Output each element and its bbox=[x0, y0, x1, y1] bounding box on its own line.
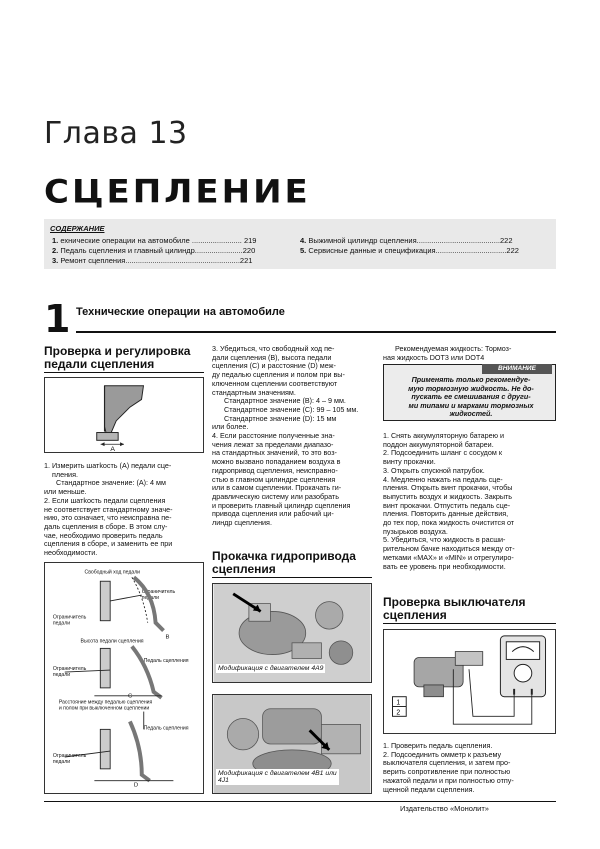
fig2-limiter4-a: Ограничитель bbox=[52, 753, 87, 759]
fig2-pedal1: Педаль сцепления bbox=[143, 658, 189, 665]
heading-rule-1 bbox=[44, 372, 204, 373]
pedal-freeplay-figure bbox=[44, 377, 204, 453]
fig2-free-play: Свободный ход педали bbox=[84, 569, 141, 576]
col1-text: 1. Измерить шатkость (A) педали сце- пления. Стандартное значение: (A): 4 мм или меньше. 2. Если шатkость педали сцепления не соответствует стандартному значе- нию, это означает, что неисправна пе- даль сцепления в сборе. В этом слу- чае, необходимо проверить педаль сцепления в сборе, и заменить ее при необходимости. bbox=[44, 461, 173, 558]
chapter-title: СЦЕПЛЕНИЕ bbox=[44, 173, 311, 211]
caption-4b1: Модификация с двигателем 4B1 или 4J1 bbox=[218, 770, 337, 784]
toc-item-2[interactable]: 2. Педаль сцепления и главный цилиндр.......................220 bbox=[52, 246, 256, 255]
heading-pedal-check: Проверка и регулировка педали сцепления bbox=[44, 344, 191, 371]
fig2-distance1: Расстояние между педалью сцепления bbox=[58, 699, 153, 706]
col3-steps: 1. Снять аккумуляторную батарею и поддон аккумуляторной батареи. 2. Подсоединить шланг с сосудом к винту прокачки. 3. Открыть спускной патрубок. 4. Медленно нажать на педаль сце- пления. Открыть винт прокачки, чтобы выпустить воздух и жидкость. Закрыть винт прокачки. Отпустить педаль сце- пления. Повторить данные действия, до тех пор, пока жидкость очистится от пузырьков воздуха. 5. Убедиться, что жидкость в расши- рительном бачке находиться между от- метками «MAX» и «MIN» и отрегулиро- вать ее уровень при необходимости. bbox=[383, 431, 515, 571]
fig2-limiter2-b: педали bbox=[52, 620, 71, 627]
switch-ohmmeter-figure bbox=[383, 629, 556, 734]
toc-item-1[interactable]: 1. ехнические операции на автомобиле ........................ 219 bbox=[52, 236, 257, 245]
section-rule bbox=[76, 331, 556, 333]
section-title: Технические операции на автомобиле bbox=[76, 306, 285, 318]
fig2-label-b: B bbox=[165, 634, 170, 641]
fig2-label-c: C bbox=[127, 693, 133, 700]
pedal-dimensions-figure bbox=[44, 562, 204, 794]
heading-rule-2 bbox=[212, 577, 372, 578]
fig2-distance2: и полом при выключенном сцеплении bbox=[58, 705, 150, 712]
connector-pin-2: 2 bbox=[396, 709, 401, 717]
col2-text: 3. Убедиться, что свободный ход пе- дали сцепления (B), высота педали сцепления (C) и расстояние (D) меж- ду педалью сцепления и полом при вы- ключенном сцеплении соответствуют стандартным значениям. Стандартное значение (B): 4 – 9 мм. Стандартное значение (C): 99 – 105 мм. Стандартное значение (D): 15 мм или более. 4. Если расстояние полученные зна- чения лежат за пределами диапазо- на стандартных значений, то это воз- можно вызвано попаданием воздуха в гидропривод сцепления, неисправно- стью в главном цилиндре сцепления или в самом сцеплении. Прокачать ги- дравлическую систему или разобрать и проверить главный цилиндр сцепления привода сцепления или рабочий ци- линдр сцепления. bbox=[212, 344, 359, 528]
warning-text: Применять только рекомендуе- мую тормозную жидкость. Не до- пускать ее смешивания с други- ми типами и марками тормозных жидкостей. bbox=[408, 375, 534, 418]
toc-item-4[interactable]: 4. Выжимной цилиндр сцепления........................................222 bbox=[300, 236, 513, 245]
fig2-height: Высота педали сцепления bbox=[80, 638, 144, 645]
fig2-limiter2-a: Ограничитель bbox=[52, 614, 87, 621]
footer-rule bbox=[44, 801, 556, 802]
fig2-limiter3-a: Ограничитель bbox=[52, 666, 87, 673]
chapter-label: Глава 13 bbox=[44, 116, 188, 151]
fig2-label-d: D bbox=[133, 782, 139, 789]
col3-end-steps: 1. Проверить педаль сцепления. 2. Подсоединить омметр к разъему выключателя сцепления, и затем про- верить сопротивление при полностью нажатой педали и при полностью отпу- щенной педали сцепления. bbox=[383, 741, 514, 794]
fig1-label-a: A bbox=[110, 446, 115, 453]
section-number: 1 bbox=[44, 297, 71, 341]
fig2-pedal2: Педаль сцепления bbox=[143, 725, 189, 732]
connector-pin-1: 1 bbox=[396, 699, 401, 707]
toc-item-3[interactable]: 3. Ремонт сцепления.......................................................221 bbox=[52, 256, 253, 265]
fig2-limiter4-b: педали bbox=[52, 758, 71, 765]
heading-bleeding: Прокачка гидропривода сцепления bbox=[212, 549, 356, 576]
col3-intro: Рекомендуемая жидкость: Тормоз- ная жидкость DOT3 или DOT4 bbox=[383, 344, 512, 362]
contents-tag: СОДЕРЖАНИЕ bbox=[50, 224, 105, 233]
publisher-footer: Издательство «Монолит» bbox=[400, 804, 489, 813]
warning-tag: ВНИМАНИЕ bbox=[482, 364, 552, 374]
heading-switch-check: Проверка выключателя сцепления bbox=[383, 595, 526, 622]
fig2-limiter1-a: Ограничитель bbox=[141, 589, 176, 596]
fig2-limiter3-b: педали bbox=[52, 672, 71, 679]
caption-4a9: Модификация с двигателем 4A9 bbox=[218, 665, 324, 672]
heading-rule-3 bbox=[383, 623, 556, 624]
fig2-limiter1-b: педали bbox=[141, 595, 159, 601]
toc-item-5[interactable]: 5. Сервисные данные и спецификация..................................222 bbox=[300, 246, 519, 255]
